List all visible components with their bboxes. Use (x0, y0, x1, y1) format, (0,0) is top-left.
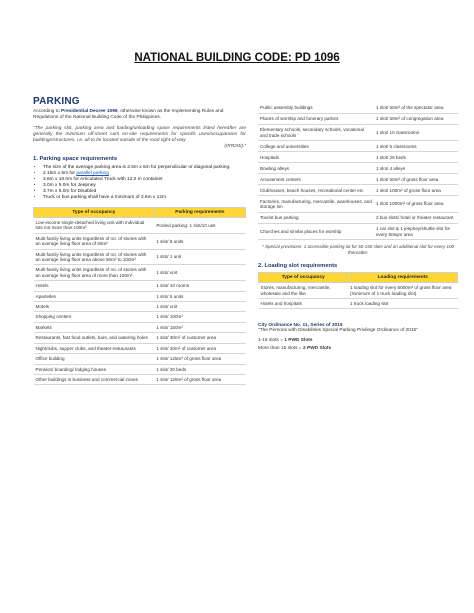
intro-pre: According to (33, 109, 61, 114)
table-row (258, 114, 458, 125)
occupancy-cell: Clubhouses, beach houses, recreational center etc (258, 185, 374, 196)
intro-post: , otherwise known as the Implementing Rules and Regulations of the National Building Code of the Philippines. (33, 109, 224, 120)
ordinance-heading: City Ordinance No. 11, Series of 2015 (258, 323, 343, 329)
table-header-row (34, 208, 246, 218)
table-row (258, 125, 458, 141)
table-row (34, 233, 246, 249)
occupancy-cell: Low-income single-detached living unit with individual lots not more than 100m² (34, 218, 155, 234)
table-row (34, 354, 246, 364)
list-item: • 3.0m x 9.0m for Jeepney (43, 183, 246, 189)
occupancy-cell: Places of worship and funerary parlors (258, 114, 374, 125)
occupancy-cell: Hospitals (258, 152, 374, 163)
table-row (34, 312, 246, 322)
parking-quote (33, 126, 246, 150)
pwd-count-2: 2 PWD Slots (302, 346, 332, 352)
requirement-cell: 1 slot/ 150m² (154, 322, 245, 332)
parallel-parking-link[interactable]: parallel parking (76, 171, 109, 176)
table-row (258, 196, 458, 212)
document-title: NATIONAL BUILDING CODE: PD 1096 (134, 52, 340, 64)
pwd-range-1: 1-15 slots = (258, 338, 285, 344)
pwd-slots-line-1 (258, 338, 458, 343)
table-header-row (259, 273, 458, 283)
occupancy-cell: Hotels (34, 281, 155, 291)
occupancy-cell: Amusement centers (258, 174, 374, 185)
requirement-cell: 1 slot/ 125m² of gross floor area (154, 374, 245, 384)
loading-requirements-table (258, 272, 458, 309)
intro-bold: Presidential Decree 1096 (61, 109, 118, 114)
left-column (33, 96, 246, 385)
special-provisions-note: * Special provisions: 1 accessible parking lot for 50-150 slots and an additional slot for every 100 thereafter. (261, 244, 455, 255)
occupancy-cell: Motels (34, 302, 155, 312)
requirement-cell: 1 slot/ 30m² of customer area (154, 333, 245, 343)
pwd-range-2: More than 15 slots = (258, 346, 303, 352)
occupancy-cell: Multi-family living units regardless of no. of stories with an average living floor area of more than 100m² (34, 265, 155, 281)
occupancy-cell: Factories, manufacturing, mercantile, warehouses, and storage lon (258, 196, 374, 212)
parking-heading: PARKING (33, 96, 80, 107)
table-row (34, 343, 246, 353)
occupancy-cell: Nightclubs, supper clubs, and theater-restaurants (34, 343, 155, 353)
requirement-cell: 1 slot/ 20 beds (154, 364, 245, 374)
parking-requirements-table (33, 207, 246, 385)
table-row (259, 283, 458, 299)
table-row (258, 152, 458, 163)
table-row (34, 374, 246, 384)
table-row (258, 174, 458, 185)
requirement-cell: 1 slot/ 50m² of gross floor area (374, 174, 458, 185)
requirement-cell: 1 slot/ 50m² of the spectator area (374, 103, 458, 114)
requirement-cell: 1 loading slot for every 5000m² of gross floor area (minimum of 1 truck loading slot) (348, 283, 457, 299)
table-row (34, 333, 246, 343)
occupancy-cell: Restaurants, fast food outlets, bars, and watering holes (34, 333, 155, 343)
requirement-cell: 1 slot/ 4 alleys (374, 163, 458, 174)
occupancy-cell: Stores, manufacturing, mercantile, wholesale and the like (259, 283, 349, 299)
section2-heading: 2. Loading slot requirements (258, 263, 338, 270)
occupancy-cell: Office building (34, 354, 155, 364)
list-item: • The size of the average parking area is 2.5m x 5m for perpendicular or diagonal parking. (43, 165, 246, 171)
occupancy-cell: Other buildings in business and commercial zones (34, 374, 155, 384)
requirement-cell: 1 slot/ 1000m² of gross floor area (374, 196, 458, 212)
parking-requirements-table-continued (258, 103, 458, 240)
pwd-count-1: 1 PWD Slots (284, 338, 313, 344)
requirement-cell: 1 slot/ unit (154, 302, 245, 312)
list-item-text: 2.15m x 6m for (43, 171, 77, 176)
table-row (34, 281, 246, 291)
requirement-cell: Pooled parking: 1 slot/10 unit (154, 218, 245, 234)
occupancy-cell: Markets (34, 322, 155, 332)
occupancy-cell: Shopping centers (34, 312, 155, 322)
occupancy-cell: Elementary schools, secondary schools, vocational and trade schools (258, 125, 374, 141)
list-item: • Truck or bus parking shall have a minimum of 3.6m x 12m. (43, 195, 246, 201)
parking-intro (33, 109, 246, 121)
table-row (258, 103, 458, 114)
table-row (258, 141, 458, 152)
ordinance-subtitle: "The Persons with Disabilities Special Parking Privilege Ordinance of 2015" (258, 328, 418, 334)
requirement-cell: 2 bus slots/ hotel or theater restaurant (374, 212, 458, 223)
requirement-cell: 1 truck loading slot (348, 299, 457, 309)
column-header: Type of occupancy (34, 208, 155, 218)
requirement-cell: 1 slot/ unit (154, 265, 245, 281)
quote-ref: (IRR2W)." (224, 144, 246, 149)
table-row (34, 249, 246, 265)
table-row (34, 302, 246, 312)
occupancy-cell: Apartelles (34, 291, 155, 301)
requirement-cell: 1 slot/ 125m² of gross floor area (154, 354, 245, 364)
requirement-cell: 1 slot/ 100m² of gross floor area (374, 185, 458, 196)
requirement-cell: 1 slot/ 8 units (154, 233, 245, 249)
occupancy-cell: Public assembly buildings (258, 103, 374, 114)
requirement-cell: 1 car slot & 1 jeepney/shuttle slot for every 50sqm area (374, 223, 458, 239)
list-item: • 3.7m x 5.0m for Disabled (43, 189, 246, 195)
column-header: Type of occupancy (259, 273, 349, 283)
section1-heading: 1. Parking space requirements (33, 156, 118, 162)
requirement-cell: 1 slot/ 20m² of customer area (154, 343, 245, 353)
pwd-slots-line-2 (258, 346, 458, 351)
requirement-cell: 1 slot/ 5 classrooms (374, 141, 458, 152)
table-row (34, 364, 246, 374)
requirement-cell: 1 slot/ 25 beds (374, 152, 458, 163)
occupancy-cell: Multi-family living units regardless of no. of stories with an average living floor area of 50m² (34, 233, 155, 249)
table-row (34, 291, 246, 301)
table-row (259, 299, 458, 309)
table-row (34, 218, 246, 234)
table-row (34, 322, 246, 332)
table-row (258, 163, 458, 174)
occupancy-cell: College and universities (258, 141, 374, 152)
requirement-cell: 1 slot/ 1 unit (154, 249, 245, 265)
requirement-cell: 1 slot/ 50m² of congregation area (374, 114, 458, 125)
table-row (258, 185, 458, 196)
table-row (258, 212, 458, 223)
occupancy-cell: Pension/ boarding/ lodging houses (34, 364, 155, 374)
column-header: Parking requirements (154, 208, 245, 218)
column-header: Loading requirements (348, 273, 457, 283)
requirement-cell: 1 slot/ 100m² (154, 312, 245, 322)
occupancy-cell: Tourist bus parking (258, 212, 374, 223)
quote-text: "The parking slot, parking area and loading/unloading space requirements listed hereafter are generally the minimum off-street cum on-site requirements for specific uses/occupancies for buildings/structures, i.e. all to be located outside of the road right-of-way (33, 126, 246, 143)
requirement-cell: 1 slot/ 10 rooms (154, 281, 245, 291)
list-item: • 3.6m x 18.0m for Articulated Truck with 12.0 m container (43, 177, 246, 183)
occupancy-cell: Bowling alleys (258, 163, 374, 174)
requirement-cell: 1 slot/ 5 units (154, 291, 245, 301)
requirement-cell: 1 slot/ 10 classrooms (374, 125, 458, 141)
table-row (258, 223, 458, 239)
occupancy-cell: Churches and similar places for worship (258, 223, 374, 239)
right-column (258, 103, 458, 351)
occupancy-cell: Multi-family living units regardless of no. of stories with an average living floor area above 50m² to 100m² (34, 249, 155, 265)
occupancy-cell: Hotels and hospitals (259, 299, 349, 309)
table-row (34, 265, 246, 281)
parking-size-list (33, 165, 246, 201)
